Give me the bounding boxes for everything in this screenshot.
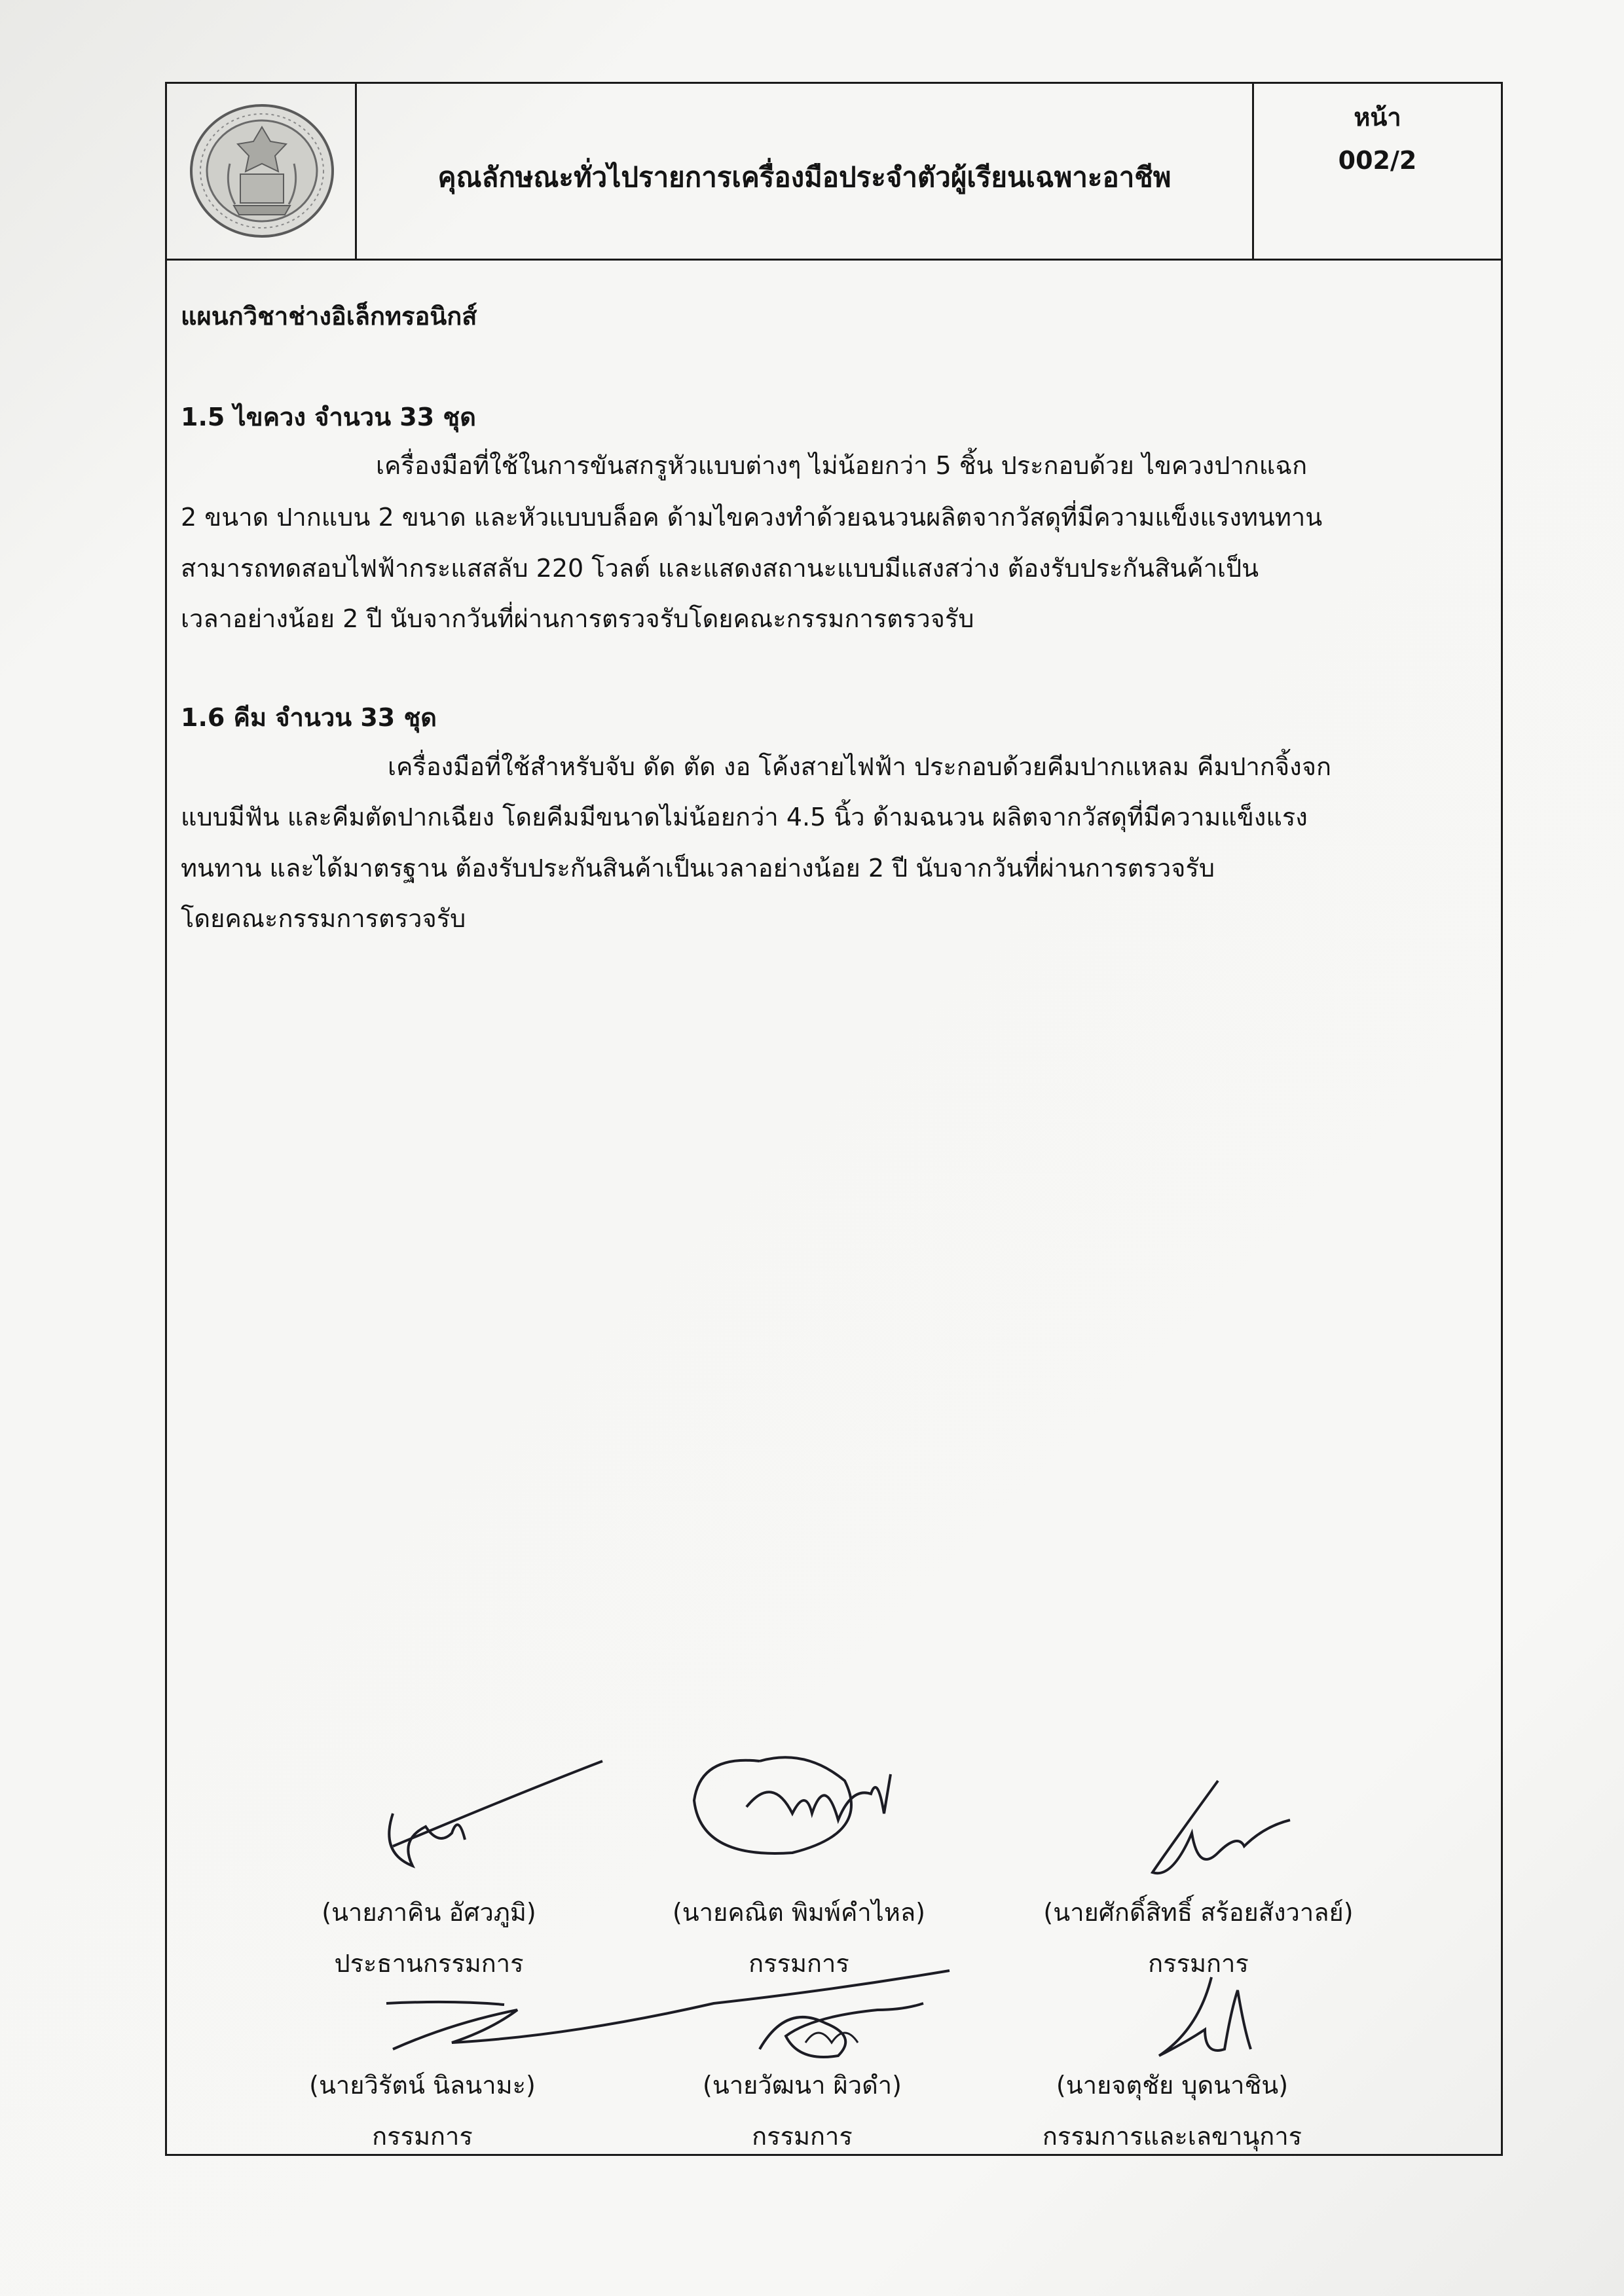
signer-role: กรรมการ (1148, 1949, 1249, 1978)
item-text-line: สามารถทดสอบไฟฟ้ากระแสสลับ 220 โวลต์ และแสดงสถานะแบบมีแสงสว่าง ต้องรับประกันสินค้าเป็น (181, 554, 1259, 583)
item-text-line: แบบมีฟัน และคีมตัดปากเฉียง โดยคีมมีขนาดไม่น้อยกว่า 4.5 นิ้ว ด้ามฉนวน ผลิตจากวัสดุที่มีความแข็งแรง (181, 803, 1308, 831)
signer-role: กรรมการ (748, 1949, 849, 1978)
item-heading: 1.6 คีม จำนวน 33 ชุด (181, 703, 437, 732)
department-heading: แผนกวิชาช่างอิเล็กทรอนิกส์ (181, 302, 477, 331)
signer-name: (นายศักดิ์สิทธิ์ สร้อยสังวาลย์) (1043, 1898, 1354, 1927)
item-text-line: เวลาอย่างน้อย 2 ปี นับจากวันที่ผ่านการตรวจรับโดยคณะกรรมการตรวจรับ (181, 604, 974, 633)
page-label: หน้า (1354, 103, 1401, 132)
title-cell (357, 84, 1254, 259)
signer-name: (นายวัฒนา ผิวดำ) (703, 2071, 902, 2100)
item-text-line: 2 ขนาด ปากแบน 2 ขนาด และหัวแบบบล็อค ด้ามไขควงทำด้วยฉนวนผลิตจากวัสดุที่มีความแข็งแรงทนทาน (181, 503, 1323, 532)
vocational-education-seal-icon (187, 101, 337, 242)
signature-1 (354, 1755, 616, 1879)
item-heading: 1.5 ไขควง จำนวน 33 ชุด (181, 403, 476, 431)
signer-name: (นายภาคิน อัศวภูมิ) (322, 1898, 536, 1927)
item-text-line: โดยคณะกรรมการตรวจรับ (181, 904, 466, 933)
item-text-line: เครื่องมือที่ใช้ในการขันสกรูหัวแบบต่างๆ ไม่น้อยกว่า 5 ชิ้น ประกอบด้วย ไขควงปากแฉก (376, 451, 1308, 480)
signature-5 (747, 1990, 930, 2069)
document-header (167, 84, 1501, 261)
signer-name: (นายคณิต พิมพ์คำไหล) (672, 1898, 925, 1927)
item-text-line: ทนทาน และได้มาตรฐาน ต้องรับประกันสินค้าเป็นเวลาอย่างน้อย 2 ปี นับจากวันที่ผ่านการตรวจรับ (181, 854, 1215, 883)
item-text-line: เครื่องมือที่ใช้สำหรับจับ ดัด ตัด งอ โค้งสายไฟฟ้า ประกอบด้วยคีมปากแหลม คีมปากจิ้งจก (388, 752, 1331, 781)
signer-role: กรรมการและเลขานุการ (1042, 2122, 1302, 2151)
signer-role: กรรมการ (372, 2122, 473, 2151)
signer-name: (นายจตุชัย บุดนาชิน) (1056, 2071, 1289, 2100)
page-number: 002/2 (1338, 146, 1417, 175)
signer-role: กรรมการ (752, 2122, 853, 2151)
signature-6 (1133, 1971, 1264, 2069)
signer-role: ประธานกรรมการ (334, 1949, 524, 1978)
logo-cell (167, 84, 357, 259)
signer-name: (นายวิรัตน์ นิลนามะ) (309, 2071, 536, 2100)
page-cell (1254, 84, 1501, 259)
document-title: คุณลักษณะทั่วไปรายการเครื่องมือประจำตัวผู้เรียนเฉพาะอาชีพ (437, 161, 1172, 193)
